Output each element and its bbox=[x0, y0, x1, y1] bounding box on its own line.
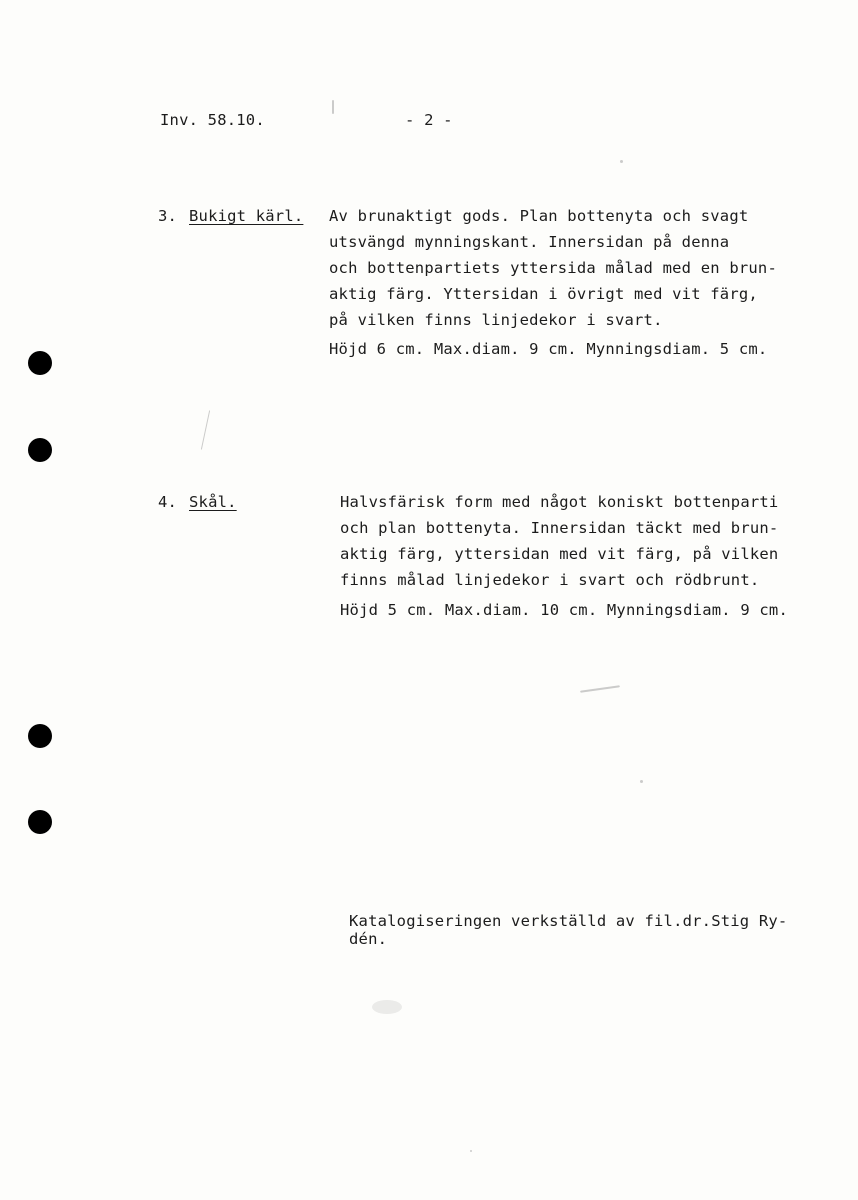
entry-description-line: aktig färg. Yttersidan i övrigt med vit färg, bbox=[329, 285, 758, 303]
entry-number: 4. bbox=[158, 493, 178, 511]
entry-title: Bukigt kärl. bbox=[189, 207, 304, 225]
entry-description-line: och bottenpartiets yttersida målad med en brun- bbox=[329, 259, 777, 277]
punch-hole bbox=[28, 438, 52, 462]
scan-speck bbox=[580, 685, 620, 693]
entry-number: 3. bbox=[158, 207, 178, 225]
scan-speck bbox=[620, 160, 623, 163]
entry-title: Skål. bbox=[189, 493, 237, 511]
entry-measurements: Höjd 5 cm. Max.diam. 10 cm. Mynningsdiam. 9 cm. bbox=[340, 601, 788, 619]
punch-hole bbox=[28, 810, 52, 834]
entry-measurements: Höjd 6 cm. Max.diam. 9 cm. Mynningsdiam. 5 cm. bbox=[329, 340, 768, 358]
entry-description-line: på vilken finns linjedekor i svart. bbox=[329, 311, 663, 329]
entry-description-line: finns målad linjedekor i svart och rödbrunt. bbox=[340, 571, 760, 589]
inventory-number: Inv. 58.10. bbox=[160, 111, 265, 129]
scan-speck bbox=[640, 780, 643, 783]
cataloguer-note-continued: dén. bbox=[349, 930, 388, 948]
punch-hole bbox=[28, 351, 52, 375]
page-number: - 2 - bbox=[405, 111, 453, 129]
scan-speck bbox=[372, 1000, 402, 1014]
entry-description-line: Halvsfärisk form med något koniskt bottenparti bbox=[340, 493, 779, 511]
cataloguer-note: Katalogiseringen verkställd av fil.dr.Stig Ry- bbox=[349, 912, 788, 930]
scan-speck bbox=[201, 410, 210, 449]
entry-description-line: Av brunaktigt gods. Plan bottenyta och svagt bbox=[329, 207, 749, 225]
scan-speck bbox=[470, 1150, 472, 1152]
entry-description-line: aktig färg, yttersidan med vit färg, på vilken bbox=[340, 545, 779, 563]
scan-speck bbox=[332, 100, 334, 114]
entry-description-line: utsvängd mynningskant. Innersidan på denna bbox=[329, 233, 730, 251]
punch-hole bbox=[28, 724, 52, 748]
entry-description-line: och plan bottenyta. Innersidan täckt med brun- bbox=[340, 519, 779, 537]
